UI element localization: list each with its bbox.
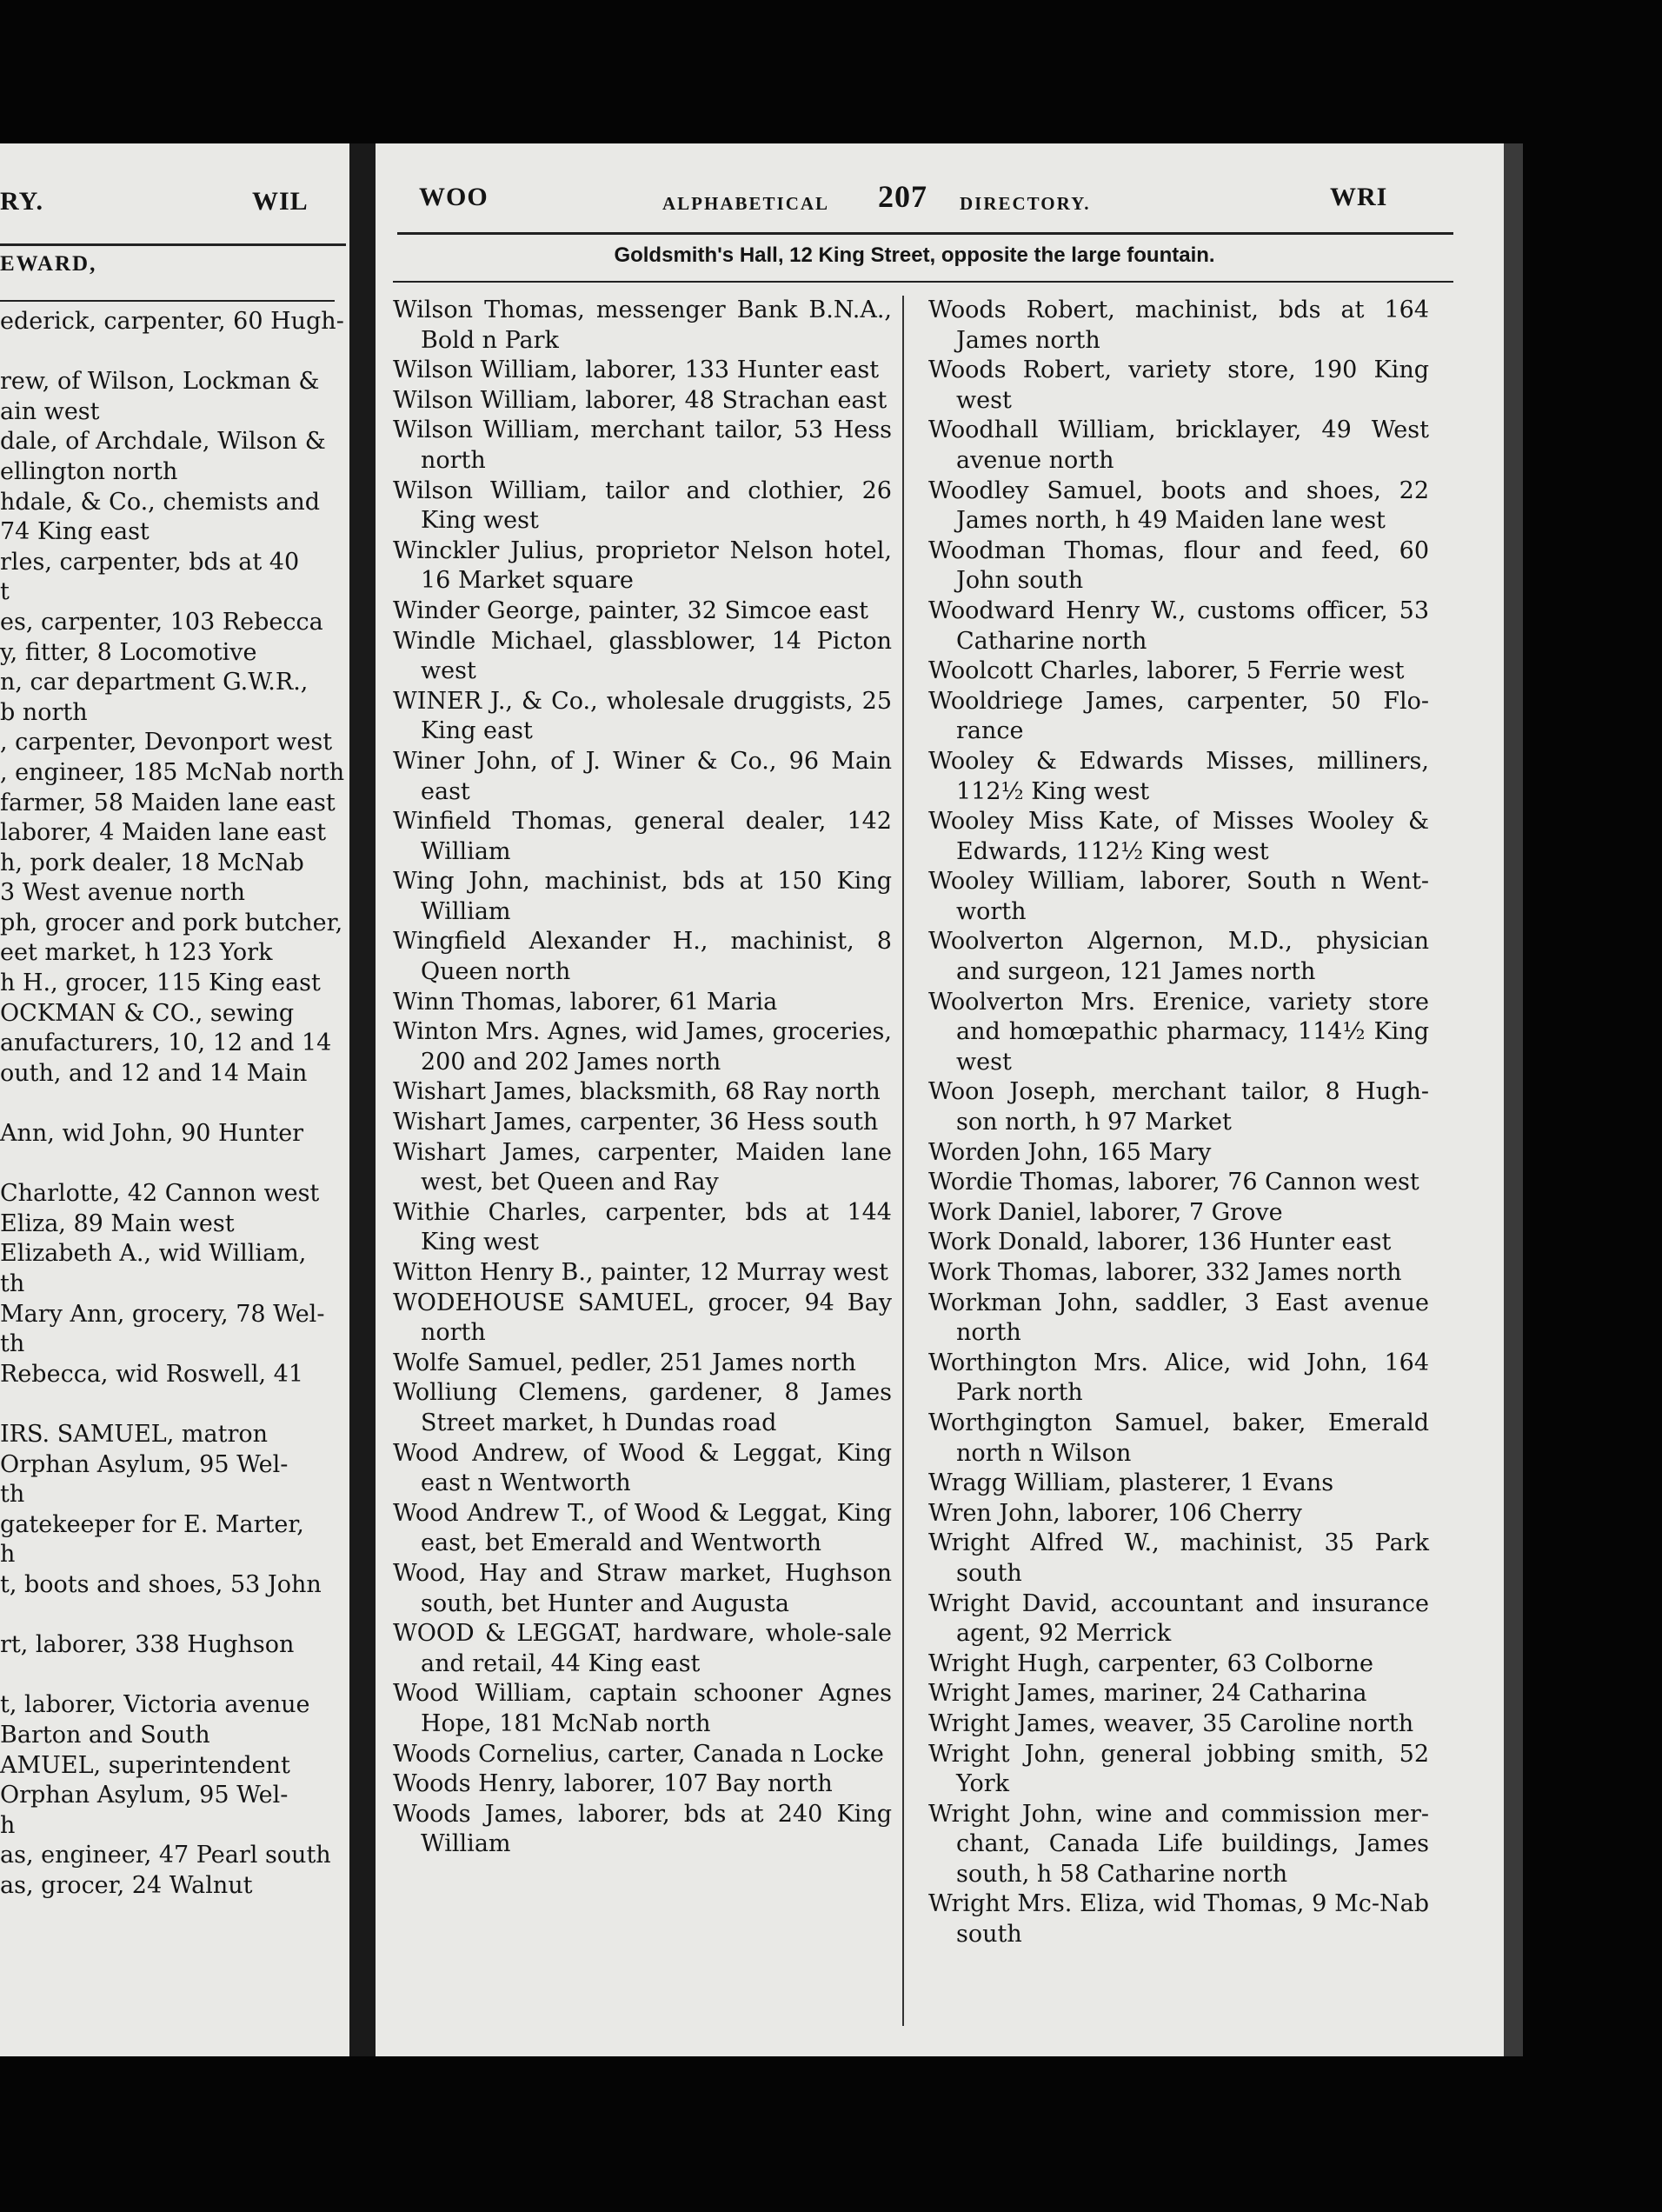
left-page-line: as, engineer, 47 Pearl south [0, 1842, 331, 1869]
directory-entry: Workman John, saddler, 3 East avenue north [928, 1289, 1429, 1347]
left-page-line: Elizabeth A., wid William, [0, 1240, 307, 1268]
left-page-line: th [0, 1270, 25, 1297]
left-page-header-right: WIL [252, 187, 309, 216]
directory-entry: Woodhall William, bricklayer, 49 West avenue north [928, 416, 1429, 474]
subheader-rule [393, 281, 1453, 283]
directory-entry: Woods James, laborer, bds at 240 King William [393, 1800, 892, 1858]
directory-entry: Wright Alfred W., machinist, 35 Park south [928, 1529, 1429, 1587]
page-header-right: WRI [1330, 183, 1388, 211]
left-page-line: y, fitter, 8 Locomotive [0, 638, 257, 666]
left-page-line: Mary Ann, grocery, 78 Wel- [0, 1300, 325, 1328]
left-page-line: Barton and South [0, 1721, 210, 1749]
left-page-line: h [0, 1541, 16, 1569]
left-page-line: , engineer, 185 McNab north [0, 758, 345, 786]
directory-entry: WODEHOUSE SAMUEL, grocer, 94 Bay north [393, 1289, 892, 1347]
left-page-line: Rebecca, wid Roswell, 41 [0, 1360, 304, 1388]
left-page-line [0, 1661, 346, 1691]
left-page-line: laborer, 4 Maiden lane east [0, 819, 327, 847]
left-page-line [0, 1149, 346, 1180]
left-page-line: Charlotte, 42 Cannon west [0, 1180, 320, 1208]
directory-entry: Wishart James, carpenter, Maiden lane west, bet Queen and Ray [393, 1138, 892, 1196]
directory-entry: Wright James, mariner, 24 Catharina [928, 1680, 1367, 1708]
directory-entry: Work Thomas, laborer, 332 James north [928, 1259, 1402, 1286]
directory-column-2 [928, 296, 1429, 1950]
directory-entry: Wood, Hay and Straw market, Hughson south, bet Hunter and Augusta [393, 1559, 892, 1617]
left-page-line [0, 337, 346, 368]
header-rule [397, 232, 1453, 235]
directory-entry: Wing John, machinist, bds at 150 King William [393, 868, 892, 925]
left-page-line: ph, grocer and pork butcher, [0, 909, 343, 936]
directory-entry: Woodley Samuel, boots and shoes, 22 James north, h 49 Maiden lane west [928, 476, 1429, 535]
directory-entry: Worden John, 165 Mary [928, 1138, 1212, 1166]
directory-entry: Wright James, weaver, 35 Caroline north [928, 1709, 1414, 1737]
directory-entry: Wooley William, laborer, South n Went-worth [928, 868, 1429, 925]
directory-entry: Witton Henry B., painter, 12 Murray west [393, 1259, 888, 1286]
directory-entry: Winfield Thomas, general dealer, 142 William [393, 808, 892, 865]
directory-entry: Woodman Thomas, flour and feed, 60 John south [928, 536, 1429, 595]
directory-entry: Woodward Henry W., customs officer, 53 Catharine north [928, 596, 1429, 655]
left-page-line: Ann, wid John, 90 Hunter [0, 1120, 304, 1148]
directory-entry: Wood Andrew T., of Wood & Leggat, King east, bet Emerald and Wentworth [393, 1499, 892, 1557]
left-page-line: t [0, 578, 10, 606]
book-gutter [349, 143, 376, 2056]
left-page-line: farmer, 58 Maiden lane east [0, 789, 336, 816]
directory-entry: Wragg William, plasterer, 1 Evans [928, 1469, 1334, 1497]
left-page-line: IRS. SAMUEL, matron [0, 1420, 268, 1448]
left-page-subheader: EWARD, [0, 252, 97, 276]
directory-entry: Worthington Mrs. Alice, wid John, 164 Park north [928, 1349, 1429, 1407]
left-page-line: th [0, 1330, 25, 1358]
left-page-line: t, laborer, Victoria avenue [0, 1691, 310, 1719]
left-page-line: rt, laborer, 338 Hughson [0, 1631, 295, 1659]
left-page-line: 74 King east [0, 518, 150, 546]
directory-entry: Woods Cornelius, carter, Canada n Locke [393, 1740, 884, 1768]
right-page [376, 143, 1523, 2056]
directory-entry: Winn Thomas, laborer, 61 Maria [393, 988, 778, 1016]
directory-entry: WOOD & LEGGAT, hardware, whole-sale and retail, 44 King east [393, 1620, 892, 1677]
left-page-line: b north [0, 698, 88, 726]
page-header-alphabetical: ALPHABETICAL [662, 193, 830, 214]
directory-entry: Wood William, captain schooner Agnes Hope, 181 McNab north [393, 1680, 892, 1737]
directory-entry: Wilson Thomas, messenger Bank B.N.A., Bold n Park [393, 296, 892, 354]
page-subheader: Goldsmith's Hall, 12 King Street, opposite the large fountain. [614, 243, 1215, 267]
column-divider [902, 296, 904, 2026]
left-page-line: ederick, carpenter, 60 Hugh- [0, 308, 344, 335]
left-page-line: Eliza, 89 Main west [0, 1209, 235, 1237]
directory-entry: Woolcott Charles, laborer, 5 Ferrie west [928, 657, 1405, 685]
directory-entry: Woods Henry, laborer, 107 Bay north [393, 1770, 833, 1798]
left-page-line: h [0, 1811, 16, 1839]
directory-entry: Winer John, of J. Winer & Co., 96 Main east [393, 747, 892, 805]
left-page-text [0, 307, 346, 1901]
left-page-line [0, 1089, 346, 1119]
left-page-line: AMUEL, superintendent [0, 1751, 290, 1779]
left-page-line: Orphan Asylum, 95 Wel- [0, 1782, 289, 1809]
directory-entry: Wren John, laborer, 106 Cherry [928, 1499, 1302, 1527]
left-page-line: anufacturers, 10, 12 and 14 [0, 1029, 332, 1057]
left-header-rule [0, 243, 346, 246]
directory-entry: Windle Michael, glassblower, 14 Picton west [393, 627, 892, 685]
left-page-line: ellington north [0, 457, 178, 485]
directory-entry: Wright David, accountant and insurance agent, 92 Merrick [928, 1589, 1429, 1648]
page-header-directory: DIRECTORY. [960, 193, 1091, 214]
directory-entry: Wood Andrew, of Wood & Leggat, King east n Wentworth [393, 1439, 892, 1497]
left-page-line: n, car department G.W.R., [0, 669, 309, 696]
left-page-line: rles, carpenter, bds at 40 [0, 548, 300, 576]
directory-entry: Wright Mrs. Eliza, wid Thomas, 9 Mc-Nab south [928, 1890, 1429, 1949]
left-page-line: hdale, & Co., chemists and [0, 488, 320, 516]
left-page-line: gatekeeper for E. Marter, [0, 1510, 304, 1538]
directory-entry: Wingfield Alexander H., machinist, 8 Queen north [393, 928, 892, 986]
directory-entry: Woods Robert, machinist, bds at 164 James north [928, 296, 1429, 354]
left-page-line [0, 1389, 346, 1420]
page-number: 207 [878, 179, 927, 214]
left-page-line: outh, and 12 and 14 Main [0, 1059, 308, 1087]
page-header-left: WOO [419, 183, 489, 211]
directory-entry: Work Daniel, laborer, 7 Grove [928, 1198, 1283, 1226]
left-subheader-rule [0, 300, 335, 302]
directory-entry: Winckler Julius, proprietor Nelson hotel, 16 Market square [393, 536, 892, 595]
directory-entry: Woolverton Mrs. Erenice, variety store and homœpathic pharmacy, 114½ King west [928, 988, 1429, 1076]
left-page-line: h, pork dealer, 18 McNab [0, 849, 304, 876]
directory-entry: Wishart James, carpenter, 36 Hess south [393, 1109, 879, 1136]
directory-entry: Wooldriege James, carpenter, 50 Flo-rance [928, 687, 1429, 745]
directory-entry: Wordie Thomas, laborer, 76 Cannon west [928, 1169, 1419, 1196]
left-page-line: eet market, h 123 York [0, 939, 273, 967]
directory-entry: Withie Charles, carpenter, bds at 144 King west [393, 1198, 892, 1256]
left-page-line: OCKMAN & CO., sewing [0, 999, 295, 1027]
directory-entry: Wright John, wine and commission mer-chant, Canada Life buildings, James south, h 58 Catharine north [928, 1800, 1429, 1888]
directory-entry: Winder George, painter, 32 Simcoe east [393, 596, 868, 624]
directory-entry: Work Donald, laborer, 136 Hunter east [928, 1229, 1392, 1256]
left-page-line: t, boots and shoes, 53 John [0, 1570, 322, 1598]
directory-entry: Winton Mrs. Agnes, wid James, groceries, 200 and 202 James north [393, 1018, 892, 1076]
left-page-line: , carpenter, Devonport west [0, 729, 333, 756]
left-page-line [0, 1601, 346, 1631]
left-page-line: 3 West avenue north [0, 879, 246, 907]
left-page-line: ain west [0, 397, 100, 425]
left-page-line: Orphan Asylum, 95 Wel- [0, 1450, 289, 1478]
left-page-line: as, grocer, 24 Walnut [0, 1871, 253, 1899]
left-page-line: th [0, 1481, 25, 1509]
directory-entry: Wolliung Clemens, gardener, 8 James Street market, h Dundas road [393, 1379, 892, 1436]
directory-entry: Woods Robert, variety store, 190 King west [928, 356, 1429, 414]
directory-entry: Wishart James, blacksmith, 68 Ray north [393, 1078, 881, 1106]
directory-entry: Wolfe Samuel, pedler, 251 James north [393, 1349, 856, 1376]
directory-entry: Wright Hugh, carpenter, 63 Colborne [928, 1649, 1373, 1677]
left-page-header-left: RY. [0, 187, 44, 216]
left-page-line: dale, of Archdale, Wilson & [0, 428, 326, 456]
left-page-line: es, carpenter, 103 Rebecca [0, 608, 323, 636]
directory-entry: Wilson William, merchant tailor, 53 Hess north [393, 416, 892, 474]
directory-entry: Wilson William, tailor and clothier, 26 King west [393, 476, 892, 535]
directory-entry: Wilson William, laborer, 133 Hunter east [393, 356, 880, 384]
directory-entry: Wooley & Edwards Misses, milliners, 112½ King west [928, 747, 1429, 805]
left-page-line: rew, of Wilson, Lockman & [0, 368, 320, 396]
left-page [0, 143, 349, 2056]
directory-entry: Wooley Miss Kate, of Misses Wooley & Edwards, 112½ King west [928, 808, 1429, 865]
directory-entry: Wilson William, laborer, 48 Strachan east [393, 386, 888, 414]
directory-entry: Woon Joseph, merchant tailor, 8 Hugh-son north, h 97 Market [928, 1078, 1429, 1136]
directory-column-1 [393, 296, 892, 1860]
directory-entry: WINER J., & Co., wholesale druggists, 25 King east [393, 687, 892, 745]
directory-entry: Woolverton Algernon, M.D., physician and surgeon, 121 James north [928, 928, 1429, 986]
left-page-line: h H., grocer, 115 King east [0, 969, 321, 997]
directory-entry: Wright John, general jobbing smith, 52 York [928, 1740, 1429, 1798]
directory-entry: Worthgington Samuel, baker, Emerald north n Wilson [928, 1409, 1429, 1467]
